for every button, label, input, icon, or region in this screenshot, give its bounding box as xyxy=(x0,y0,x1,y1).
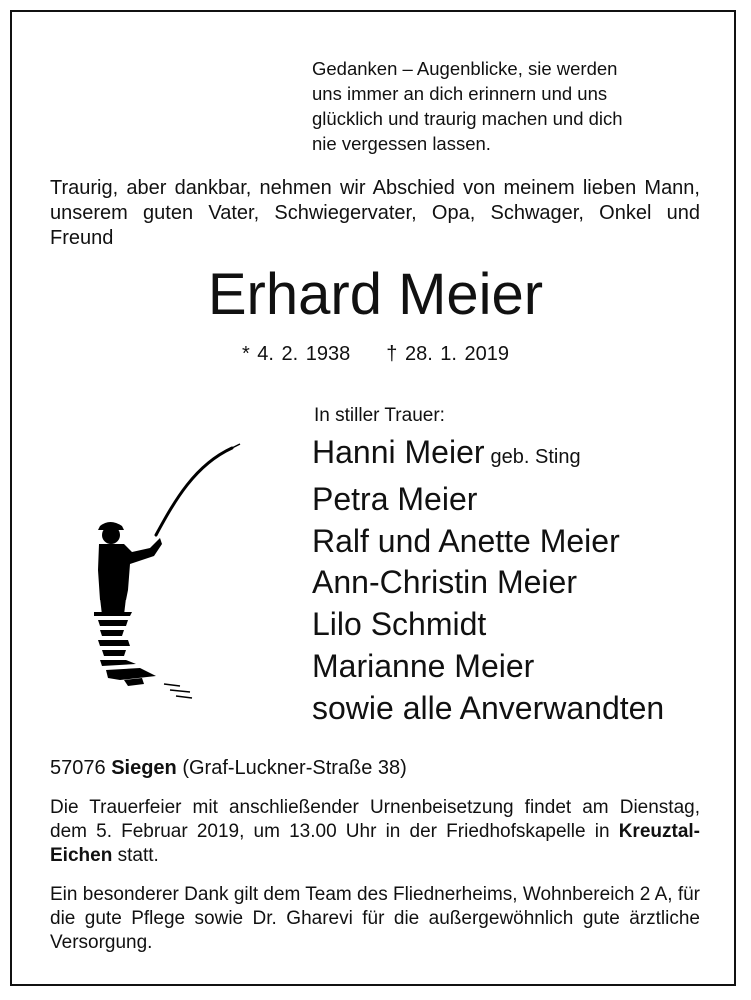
mourner-name: sowie alle Anverwandten xyxy=(312,689,665,726)
poem-line: nie vergessen lassen. xyxy=(312,133,491,154)
ceremony-place: Kreuztal-Eichen xyxy=(50,821,700,866)
postcode: 57076 xyxy=(50,757,106,779)
mourner-item xyxy=(312,646,732,688)
street: (Graf-Luckner-Straße 38) xyxy=(182,757,407,779)
mourners-list xyxy=(312,432,732,730)
city: Siegen xyxy=(111,757,177,779)
ceremony-paragraph xyxy=(50,796,700,868)
mourner-item xyxy=(312,521,732,563)
mourner-name: Hanni Meier xyxy=(312,434,485,470)
deceased-name: Erhard Meier xyxy=(207,262,544,327)
angler-silhouette-icon xyxy=(80,440,280,710)
poem-line: uns immer an dich erinnern und uns xyxy=(312,83,608,104)
mourner-item xyxy=(312,688,732,730)
mourner-item xyxy=(312,562,732,604)
mourner-item xyxy=(312,432,732,479)
address-line xyxy=(50,755,407,781)
life-dates xyxy=(0,341,751,367)
death-date: † 28. 1. 2019 xyxy=(386,343,510,365)
mourner-name: Ralf und Anette Meier xyxy=(312,522,620,559)
poem-line: glücklich und traurig machen und dich xyxy=(312,108,623,129)
ceremony-text-end: statt. xyxy=(117,845,159,866)
mourner-item xyxy=(312,479,732,521)
mourner-maiden-name: geb. Sting xyxy=(490,446,581,468)
mourner-name: Lilo Schmidt xyxy=(312,606,487,643)
mourning-label: In stiller Trauer: xyxy=(314,405,445,426)
birth-date: * 4. 2. 1938 xyxy=(241,343,351,365)
thanks-paragraph: Ein besonderer Dank gilt dem Team des Fliednerheims, Wohnbereich 2 A, für die gute Pflege sowie Dr. Gharevi für die außergewöhnlich gute ärztliche Versorgung. xyxy=(50,884,700,953)
mourner-name: Marianne Meier xyxy=(312,647,535,684)
poem xyxy=(312,56,712,156)
poem-line: Gedanken – Augenblicke, sie werden xyxy=(312,58,618,79)
ceremony-text: Die Trauerfeier mit anschließender Urnenbeisetzung findet am Dienstag, dem 5. Februar 2019, um 13.00 Uhr in der Friedhofskapelle in xyxy=(50,797,700,842)
intro-text: Traurig, aber dankbar, nehmen wir Abschied von meinem lieben Mann, unserem guten Vater, Schwiegervater, Opa, Schwager, Onkel und Freund xyxy=(50,177,700,249)
mourner-name: Petra Meier xyxy=(312,480,478,517)
mourner-name: Ann-Christin Meier xyxy=(312,564,577,601)
mourner-item xyxy=(312,604,732,646)
